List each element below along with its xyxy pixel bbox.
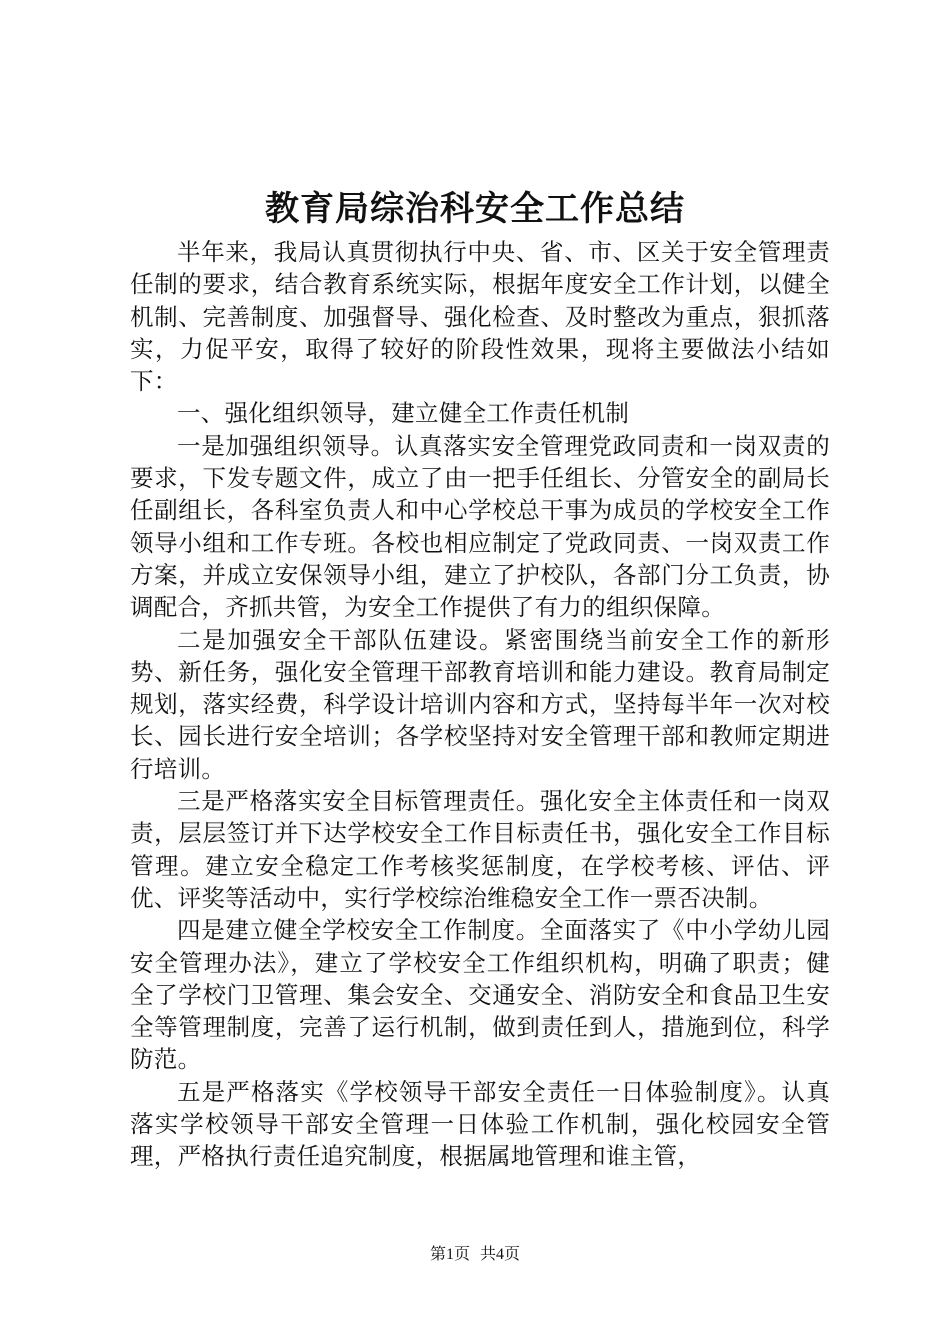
document-title: 教育局综治科安全工作总结 — [265, 189, 685, 229]
page-footer — [0, 1244, 950, 1266]
section-heading-1: 一、强化组织领导，建立健全工作责任机制 — [177, 399, 630, 428]
paragraph-item-4: 四是建立健全学校安全工作制度。全面落实了《中小学幼儿园安全管理办法》，建立了学校安全工作组织机构，明确了职责；健全了学校门卫管理、集会安全、交通安全、消防安全和食品卫生安全等管理制度，完善了运行机制，做到责任到人，措施到位，科学防范。 — [130, 916, 830, 1074]
document-body — [130, 236, 830, 1173]
paragraph-intro: 半年来，我局认真贯彻执行中央、省、市、区关于安全管理责任制的要求，结合教育系统实际，根据年度安全工作计划，以健全机制、完善制度、加强督导、强化检查、及时整改为重点，狠抓落实，力促平安，取得了较好的阶段性效果，现将主要做法小结如下： — [130, 238, 830, 396]
paragraph-item-2: 二是加强安全干部队伍建设。紧密围绕当前安全工作的新形势、新任务，强化安全管理干部教育培训和能力建设。教育局制定规划，落实经费，科学设计培训内容和方式，坚持每半年一次对校长、园长进行安全培训；各学校坚持对安全管理干部和教师定期进行培训。 — [130, 625, 830, 783]
paragraph-item-5: 五是严格落实《学校领导干部安全责任一日体验制度》。认真落实学校领导干部安全管理一日体验工作机制，强化校园安全管理，严格执行责任追究制度，根据属地管理和谁主管， — [130, 1077, 830, 1171]
page-number: 第1页 — [429, 1246, 470, 1263]
paragraph-item-1: 一是加强组织领导。认真落实安全管理党政同责和一岗双责的要求，下发专题文件，成立了由一把手任组长、分管安全的副局长任副组长，各科室负责人和中心学校总干事为成员的学校安全工作领导小组和工作专班。各校也相应制定了党政同责、一岗双责工作方案，并成立安保领导小组，建立了护校队，各部门分工负责，协调配合，齐抓共管，为安全工作提供了有力的组织保障。 — [130, 431, 830, 622]
page-total: 共4页 — [480, 1246, 521, 1263]
paragraph-item-3: 三是严格落实安全目标管理责任。强化安全主体责任和一岗双责，层层签订并下达学校安全工作目标责任书，强化安全工作目标管理。建立安全稳定工作考核奖惩制度，在学校考核、评估、评优、评奖等活动中，实行学校综治维稳安全工作一票否决制。 — [130, 787, 830, 912]
